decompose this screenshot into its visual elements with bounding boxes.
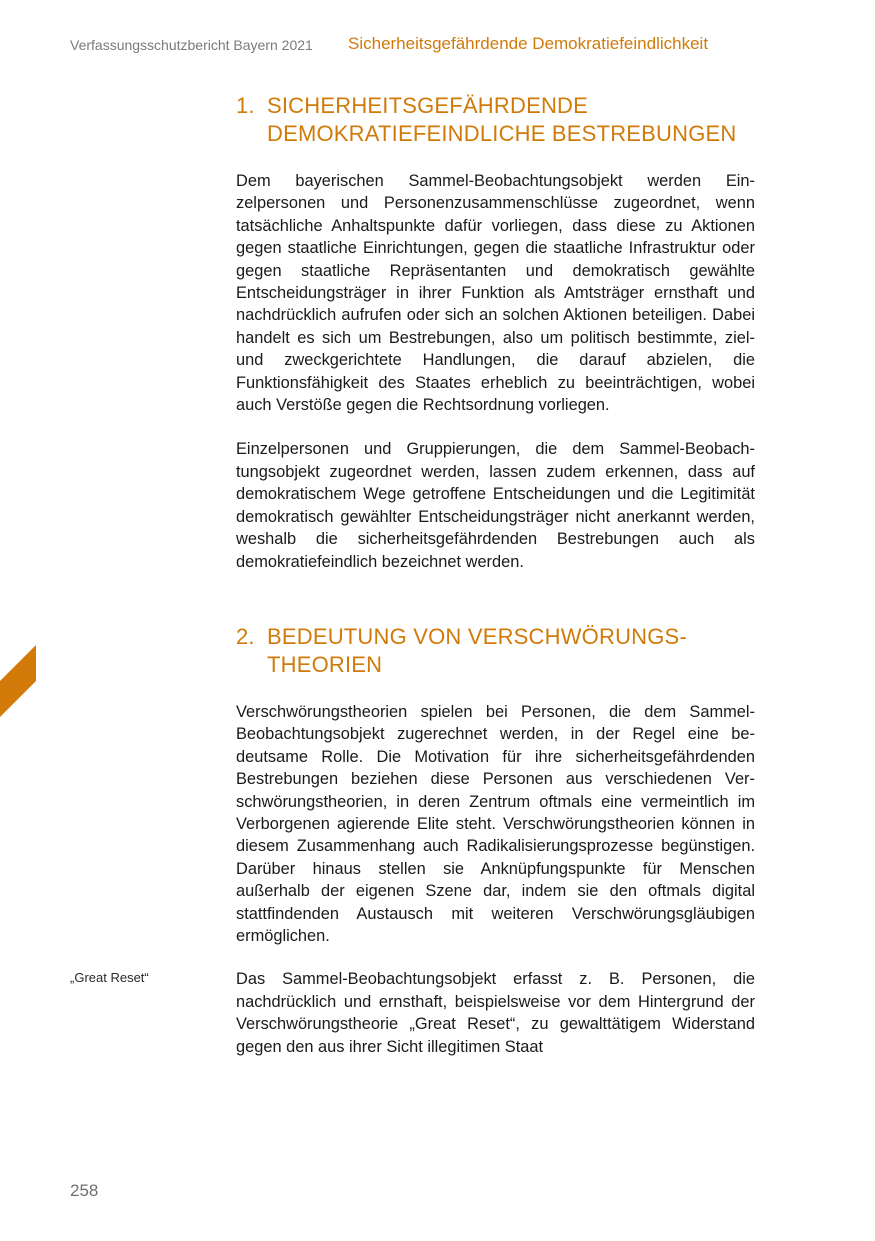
section-2-number: 2. [236, 623, 255, 649]
section-2-annotated-block [70, 968, 755, 1058]
page-number: 258 [70, 1181, 99, 1200]
section-2-heading [236, 623, 755, 679]
section-1-paragraph-2: Einzelpersonen und Gruppierungen, die dem Sammel-Beobachtungsobjekt zugeordnet werden, lassen zudem erkennen, dass auf demokratischem Wege getroffene Entscheidungen und die Legitimität demokratisch gewählter Entscheidungsträger nicht anerkannt werden, weshalb die sicherheitsgefährdenden Bestrebungen auch als demokratiefeindlich bezeichnet werden. [236, 440, 755, 571]
section-2-paragraph-2: Das Sammel-Beobachtungsobjekt erfasst z. B. Personen, die nachdrücklich und ernsthaft, beispielsweise vor dem Hintergrund der Verschwörungstheorie „Great Reset“, zu gewalttätigem Widerstand gegen den aus ihrer Sicht illegitimen Staat [236, 970, 755, 1056]
section-1-paragraph-1: Dem bayerischen Sammel-Beobachtungsobjekt werden Einzelpersonen und Personenzusammenschlüsse zugeordnet, wenn tatsächliche Anhaltspunkte dafür vorliegen, dass diese zu Aktionen gegen staatliche Einrichtungen, gegen die staatliche Infrastruktur oder gegen staatliche Repräsentanten und demokratisch gewählte Entscheidungsträger in ihrer Funktion als Amtsträger ernsthaft und nachdrücklich aufrufen oder sich an solchen Aktionen beteiligen. Dabei handelt es sich um Bestrebungen, also um politisch bestimmte, ziel- und zweckgerichtete Handlungen, die darauf abzielen, die Funktionsfähigkeit des Staates erheblich zu beeinträchtigen, wobei auch Verstöße gegen die Rechtsordnung vorliegen. [236, 172, 755, 415]
chapter-title: Sicherheitsgefährdende Demokratiefeindlichkeit [348, 34, 709, 53]
section-2-title: BEDEUTUNG VON VERSCHWÖRUNGSTHEORIEN [267, 623, 687, 677]
report-title: Verfassungsschutzbericht Bayern 2021 [70, 37, 313, 53]
running-header [70, 34, 755, 56]
section-2 [70, 623, 755, 1058]
margin-note: „Great Reset“ [70, 970, 149, 986]
main-content [70, 92, 755, 1058]
section-1-title: SICHERHEITSGEFÄHRDENDE DEMOKRATIEFEINDLICHE BESTREBUNGEN [267, 93, 737, 146]
section-tab-marker [0, 645, 36, 717]
section-1-number: 1. [236, 93, 255, 118]
section-1-heading [236, 92, 755, 148]
section-2-paragraph-1: Verschwörungstheorien spielen bei Personen, die dem Sammel-Beobachtungsobjekt zugerechnet werden, in der Regel eine bedeutsame Rolle. Die Motivation für ihre sicherheitsgefährdenden Bestrebungen beziehen diese Personen aus verschiedenen Verschwörungstheorien, in deren Zentrum oftmals eine vermeintlich im Verborgenen agierende Elite steht. Verschwörungstheorien können in diesem Zusammenhang auch Radikalisierungsprozesse begünstigen. Darüber hinaus stellen sie Anknüpfungspunkte für Menschen außerhalb der eigenen Szene dar, indem sie den oftmals digital stattfindenden Austausch mit weiteren Verschwörungsgläubigen ermöglichen. [236, 702, 755, 945]
section-1 [236, 92, 755, 573]
